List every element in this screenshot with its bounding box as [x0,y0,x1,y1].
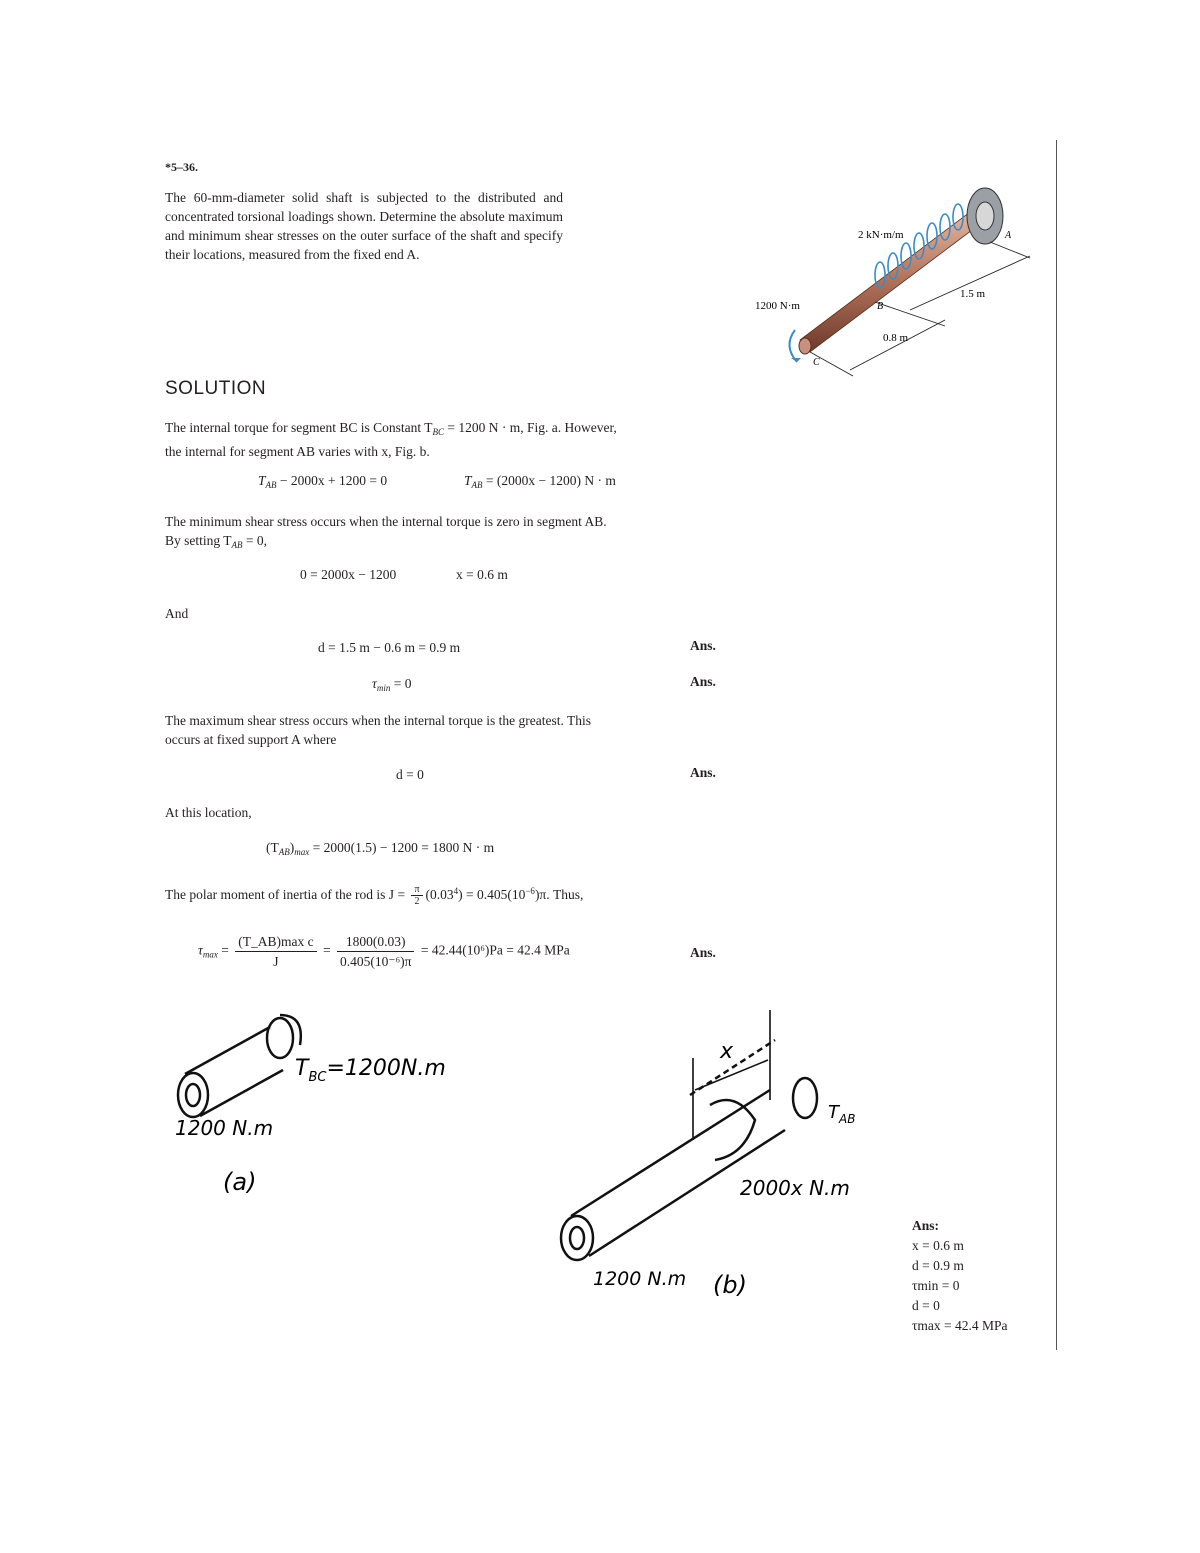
fig-a-caption: (a) [223,1168,257,1196]
answer-summary [912,1216,1008,1336]
fig-b-caption: (b) [713,1271,747,1299]
equation-3: d = 1.5 m − 0.6 m = 0.9 m [318,640,461,655]
fig-b-applied-label: 1200 N.m [593,1268,687,1290]
free-body-diagram-a [165,1005,465,1205]
shaft-end-c [799,338,811,354]
equation-4: $\tau_{min} = 0$ [372,676,412,693]
fig-a-end-ring [178,1073,208,1117]
and-label: And [165,606,189,621]
equation-5: d = 0 [396,767,424,782]
at-location-label: At this location, [165,805,252,820]
answer-line: x = 0.6 m [912,1238,964,1253]
problem-statement: The 60-mm-diameter solid shaft is subjected to the distributed and concentrated torsional loadings shown. Determine the absolute maximum and minimum shear stresses on the outer surface of the shaft and specify their locations, measured from the fixed end A. [165,190,563,262]
solution-heading: SOLUTION [165,378,267,399]
problem-number: *5–36. [165,160,198,174]
fig-b-cut-ring [793,1078,817,1118]
point-a-label: A [1005,230,1012,241]
equation-1-right: $T_{AB} = (2000x - 1200) N \cdot m$ [464,473,616,490]
fig-b-distributed-label: 2000x N.m [740,1176,850,1200]
answer-line: τmax = 42.4 MPa [912,1318,1008,1333]
solution-paragraph-1: The internal torque for segment BC is Constant $T_{BC} = 1200$ N · m, Fig. a. However, the internal for segment AB varies with x, Fig. b. [165,420,617,459]
solution-paragraph-4: The polar moment of inertia of the rod is J = $\frac{\pi}{2}$ $(0.03^4) = 0.405(10^{-6})\pi$. Thus, [165,884,584,908]
fig-a-cut-ring [267,1018,293,1058]
margin-rule [1056,140,1057,1350]
fig-b-end-ring [561,1216,593,1260]
answer-line: d = 0 [912,1298,940,1313]
ans-marker-2: Ans. [690,674,716,689]
equation-7: $\tau_{max}$ = $\frac{\text{(T\_AB)max c}}{J}$ = $\frac{1800(0.03)}{\text{0.405(10⁻⁶)π}}$ = 42.44(10⁶)Pa = 42.4 MPa [198,934,570,969]
equation-6: $(T_{AB})_{max} = 2000(1.5) - 1200 = 1800$ N · m [266,840,495,857]
answer-line: d = 0.9 m [912,1258,964,1273]
solution-paragraph-2: The minimum shear stress occurs when the internal torque is zero in segment AB. By setting $T_{AB} = 0$, [165,514,607,550]
answer-heading: Ans: [912,1218,940,1233]
free-body-diagram-b [545,1010,885,1300]
equation-2-left: 0 = 2000x − 1200 [300,567,397,582]
ans-marker-1: Ans. [690,638,716,653]
torque-arrow-c [789,330,797,362]
fig-a-applied-label: 1200 N.m [175,1116,274,1140]
fig-a-torque-label: $T_{BC}=1200N.m$ [295,1056,446,1085]
fig-b-x-label: x [720,1039,734,1064]
equation-1-left: $T_{AB} - 2000x + 1200 = 0$ [258,473,388,490]
point-c-label: C [813,357,820,368]
equation-2-right: x = 0.6 m [456,567,508,582]
length-bc-label: 0.8 m [883,332,909,344]
ans-marker-4: Ans. [690,945,716,960]
ans-marker-3: Ans. [690,765,716,780]
shaft-figure [745,180,1035,380]
fig-b-torque-label: $T_{AB}$ [828,1102,856,1126]
fig-b-distributed-arrow [710,1100,755,1160]
point-b-label: B [877,301,884,312]
length-total-label: 1.5 m [960,288,986,300]
answer-line: τmin = 0 [912,1278,960,1293]
distributed-label: 2 kN·m/m [858,229,904,241]
torque-label: 1200 N·m [755,300,800,312]
solution-paragraph-3: The maximum shear stress occurs when the internal torque is the greatest. This occurs at fixed support A where [165,713,592,747]
